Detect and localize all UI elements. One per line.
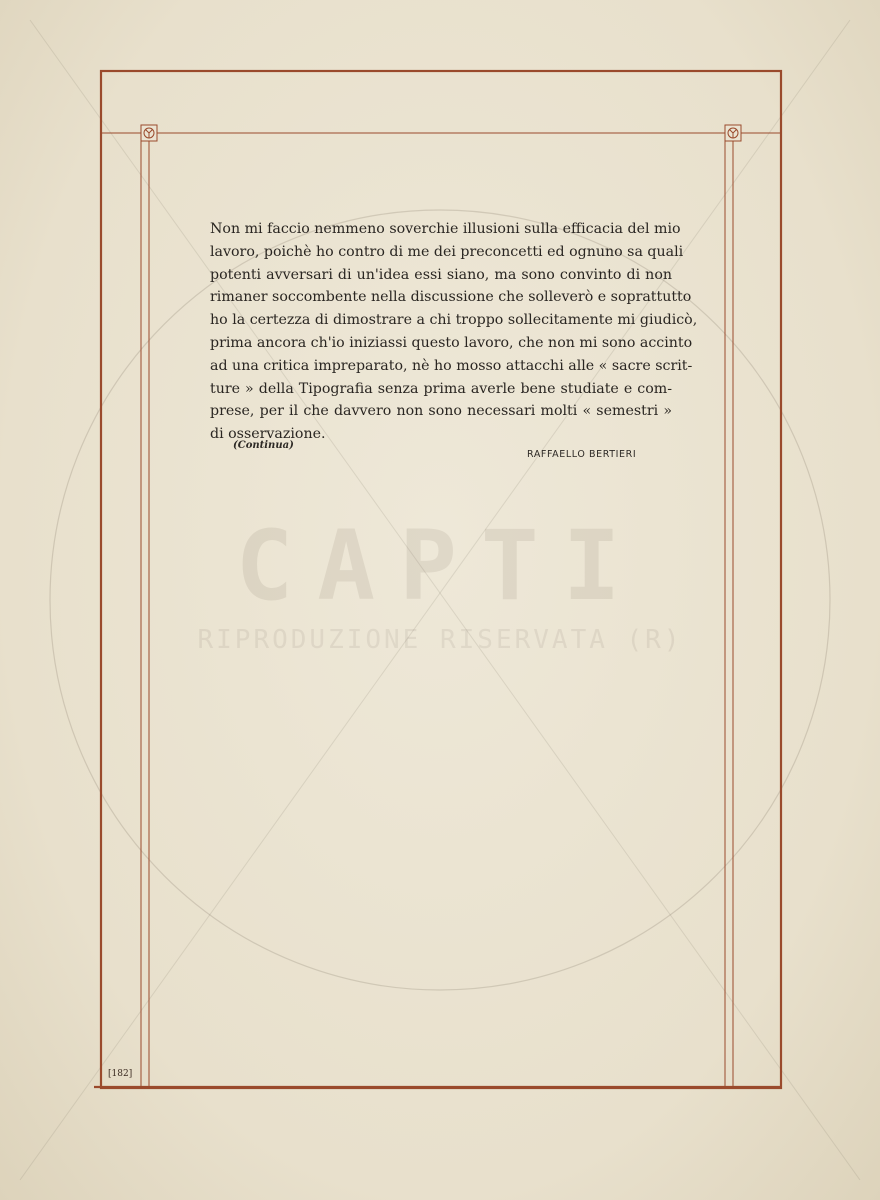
body-line: Non mi faccio nemmeno soverchie illusioni sulla efficacia del mio (210, 221, 681, 237)
body-line: lavoro, poichè ho contro di me dei preconcetti ed ognuno sa quali (210, 243, 684, 260)
body-paragraph (210, 218, 698, 446)
page-number: [182] (108, 1069, 133, 1079)
body-line: rimaner soccombente nella discussione che solleverò e soprattutto (210, 289, 692, 306)
body-line: ture » della Tipografia senza prima averle bene studiate e com- (210, 380, 672, 397)
watermark-subtitle: RIPRODUZIONE RISERVATA (R) (197, 625, 683, 655)
continua-note: (Continua) (233, 440, 294, 451)
body-line: ho la certezza di dimostrare a chi troppo sollecitamente mi giudicò, (210, 312, 698, 329)
body-line: prima ancora ch'io iniziassi questo lavoro, che non mi sono accinto (210, 334, 693, 351)
circle-peace-ornament-icon (141, 125, 157, 141)
body-line: potenti avversari di un'idea essi siano, ma sono convinto di non (210, 266, 672, 283)
body-line: di osservazione. (210, 426, 326, 443)
author-signature: RAFFAELLO BERTIERI (527, 449, 637, 460)
circle-peace-ornament-icon (725, 125, 741, 141)
body-line: prese, per il che davvero non sono necessari molti « semestri » (210, 403, 672, 420)
body-line: ad una critica impreparato, nè ho mosso attacchi alle « sacre scrit- (210, 357, 693, 374)
watermark-title: CAPTI (235, 510, 645, 622)
